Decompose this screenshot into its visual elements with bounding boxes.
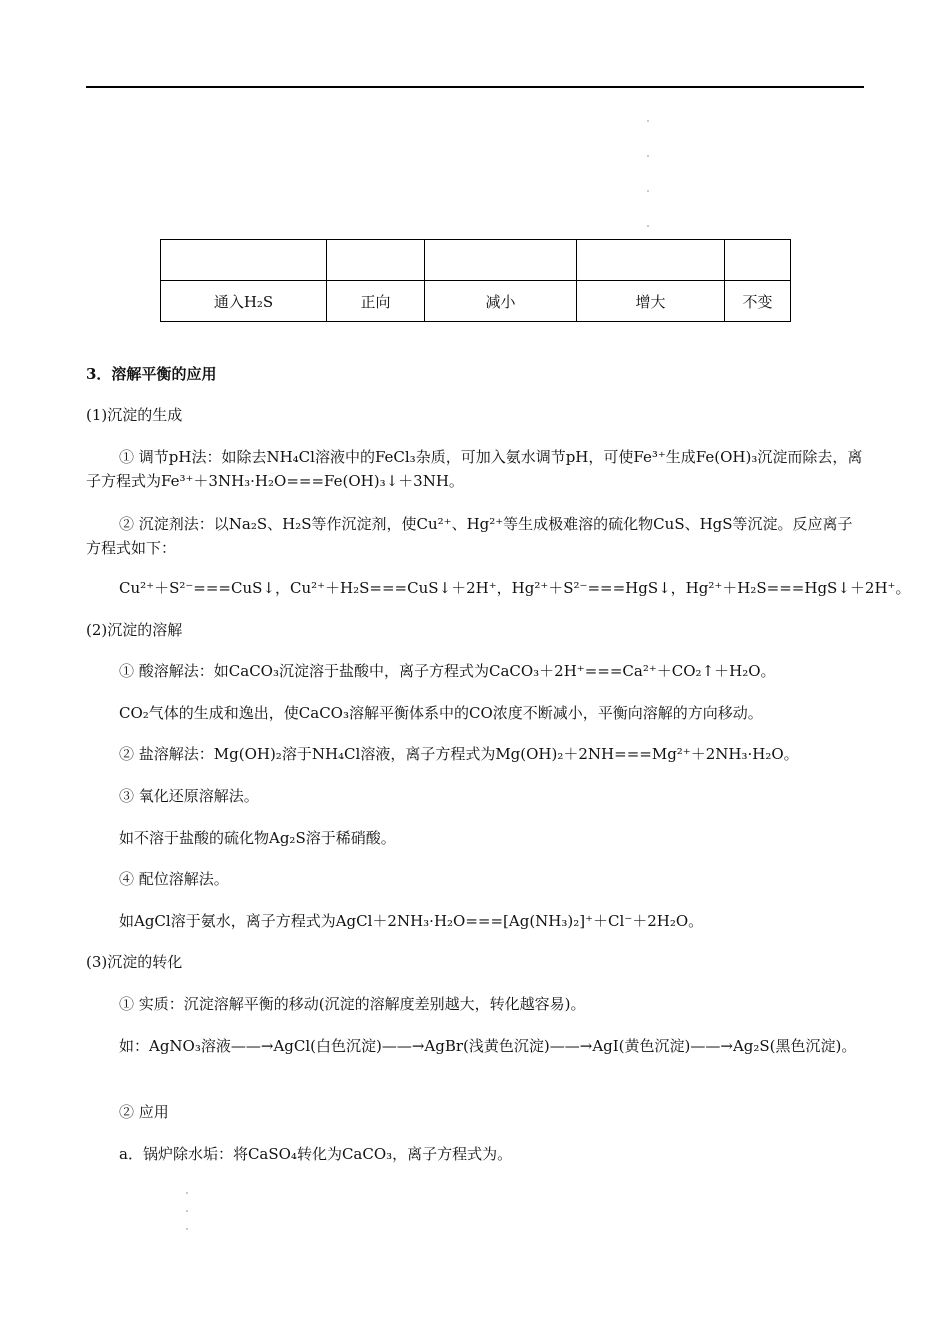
equilibrium-table bbox=[160, 239, 791, 322]
paragraph: ② 沉淀剂法：以Na₂S、H₂S等作沉淀剂，使Cu²⁺、Hg²⁺等生成极难溶的硫化物CuS、HgS等沉淀。反应离子方程式如下： bbox=[86, 515, 853, 557]
section-title: 3．溶解平衡的应用 bbox=[86, 365, 217, 383]
paragraph: ③ 氧化还原溶解法。 bbox=[119, 787, 259, 805]
table-row bbox=[161, 281, 791, 322]
margin-dot bbox=[647, 225, 649, 227]
table-cell bbox=[161, 240, 327, 281]
paragraph: ② 应用 bbox=[119, 1103, 169, 1121]
table-cell: 减小 bbox=[425, 281, 577, 322]
subsection-title: (2)沉淀的溶解 bbox=[86, 621, 183, 639]
margin-dot bbox=[647, 190, 649, 192]
subsection-title: (3)沉淀的转化 bbox=[86, 953, 183, 971]
margin-dot bbox=[186, 1192, 188, 1194]
paragraph: a．锅炉除水垢：将CaSO₄转化为CaCO₃，离子方程式为。 bbox=[119, 1145, 513, 1163]
table-cell: 增大 bbox=[577, 281, 725, 322]
paragraph: 如AgCl溶于氨水，离子方程式为AgCl＋2NH₃·H₂O===[Ag(NH₃)₂]⁺＋Cl⁻＋2H₂O。 bbox=[119, 912, 704, 930]
margin-dot bbox=[647, 120, 649, 122]
header-rule bbox=[86, 86, 864, 88]
paragraph: ① 调节pH法：如除去NH₄Cl溶液中的FeCl₃杂质，可加入氨水调节pH，可使Fe³⁺生成Fe(OH)₃沉淀而除去，离子方程式为Fe³⁺＋3NH₃·H₂O===Fe(OH)₃↓＋3NH。 bbox=[86, 448, 863, 490]
table-cell: 通入H₂S bbox=[161, 281, 327, 322]
table-cell bbox=[725, 240, 791, 281]
paragraph: Cu²⁺＋S²⁻===CuS↓，Cu²⁺＋H₂S===CuS↓＋2H⁺，Hg²⁺＋S²⁻===HgS↓，Hg²⁺＋H₂S===HgS↓＋2H⁺。 bbox=[119, 579, 911, 597]
paragraph: ② 盐溶解法：Mg(OH)₂溶于NH₄Cl溶液，离子方程式为Mg(OH)₂＋2NH===Mg²⁺＋2NH₃·H₂O。 bbox=[119, 745, 799, 763]
table-cell bbox=[425, 240, 577, 281]
table-cell bbox=[577, 240, 725, 281]
paragraph: ① 实质：沉淀溶解平衡的移动(沉淀的溶解度差别越大，转化越容易)。 bbox=[119, 995, 586, 1013]
margin-dot bbox=[186, 1210, 188, 1212]
subsection-title: (1)沉淀的生成 bbox=[86, 406, 183, 424]
margin-dot bbox=[647, 155, 649, 157]
table-cell bbox=[327, 240, 425, 281]
paragraph: ① 酸溶解法：如CaCO₃沉淀溶于盐酸中，离子方程式为CaCO₃＋2H⁺===Ca²⁺＋CO₂↑＋H₂O。 bbox=[119, 662, 776, 680]
margin-dot bbox=[186, 1228, 188, 1230]
table-cell: 不变 bbox=[725, 281, 791, 322]
paragraph: CO₂气体的生成和逸出，使CaCO₃溶解平衡体系中的CO浓度不断减小，平衡向溶解的方向移动。 bbox=[119, 704, 763, 722]
paragraph: ④ 配位溶解法。 bbox=[119, 870, 229, 888]
table-cell: 正向 bbox=[327, 281, 425, 322]
paragraph: 如不溶于盐酸的硫化物Ag₂S溶于稀硝酸。 bbox=[119, 829, 396, 847]
paragraph: 如：AgNO₃溶液——→AgCl(白色沉淀)——→AgBr(浅黄色沉淀)——→AgI(黄色沉淀)——→Ag₂S(黑色沉淀)。 bbox=[119, 1037, 857, 1055]
table-row bbox=[161, 240, 791, 281]
